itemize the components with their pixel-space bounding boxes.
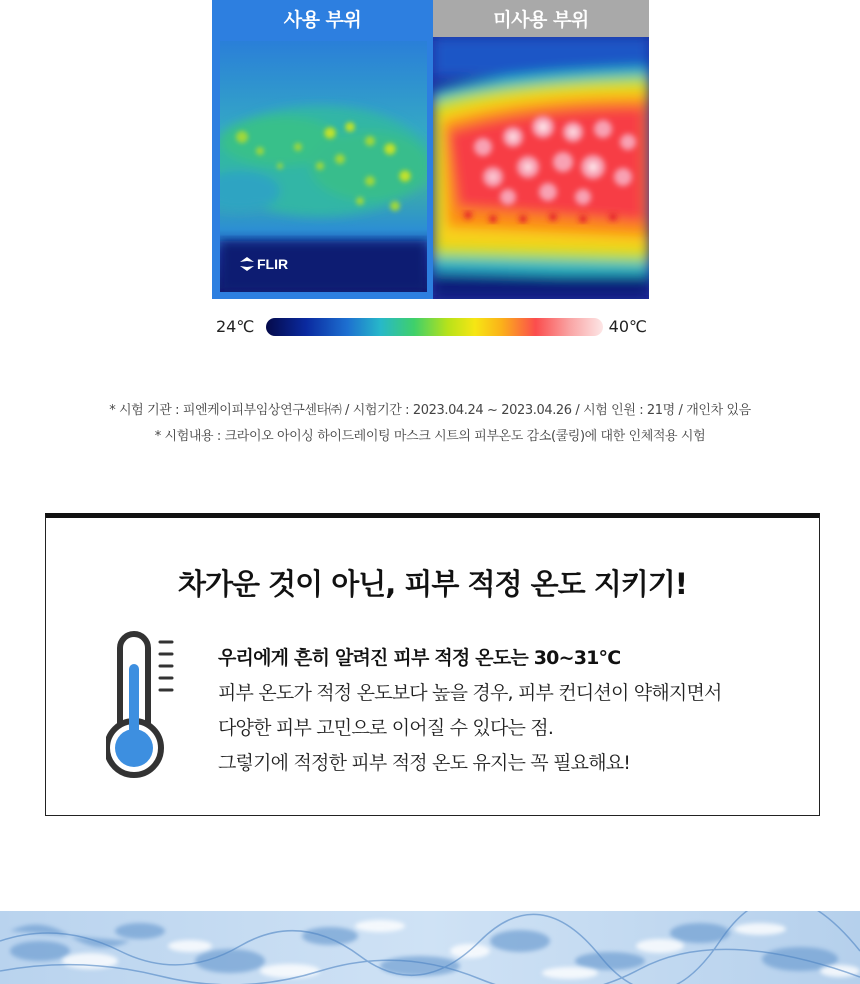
unused-area-tab: 미사용 부위 [433, 0, 649, 37]
info-highlight: 우리에게 흔히 알려진 피부 적정 온도는 30~31°C [218, 647, 621, 669]
used-area-tab: 사용 부위 [212, 0, 433, 37]
test-info-note: * 시험 기관 : 피엔케이피부임상연구센타㈜ / 시험기간 : 2023.04.24 ~ 2023.04.26 / 시험 인원 : 21명 / 개인차 있음 [109, 403, 751, 418]
info-line: 피부 온도가 적정 온도보다 높을 경우, 피부 컨디션이 약해지면서 [218, 682, 722, 704]
flir-logo-icon [240, 257, 254, 271]
scale-gradient-bar [266, 318, 603, 336]
test-content-note: * 시험내용 : 크라이오 아이싱 하이드레이팅 마스크 시트의 피부온도 감소(쿨링)에 대한 인체적용 시험 [154, 429, 706, 444]
used-area-thermal-image [212, 37, 433, 299]
thermal-comparison [212, 0, 649, 299]
info-title: 차가운 것이 아닌, 피부 적정 온도 지키기! [177, 567, 688, 601]
scale-max-label: 40℃ [608, 317, 647, 336]
scale-min-label: 24℃ [216, 317, 255, 336]
warm-thermal-render [433, 37, 649, 299]
info-line: 다양한 피부 고민으로 이어질 수 있다는 점. [218, 717, 554, 739]
ice-texture [0, 911, 860, 984]
info-body [218, 641, 808, 781]
temperature-scale [212, 315, 649, 339]
flir-logo [240, 256, 288, 272]
skin-temperature-info-box [45, 513, 820, 816]
unused-area-thermal-image [433, 37, 649, 299]
flir-logo-text: FLIR [257, 256, 289, 272]
cool-thermal-render [220, 41, 427, 292]
thermometer-icon [106, 630, 184, 784]
info-line: 그렇기에 적정한 피부 적정 온도 유지는 꼭 필요해요! [218, 752, 631, 774]
